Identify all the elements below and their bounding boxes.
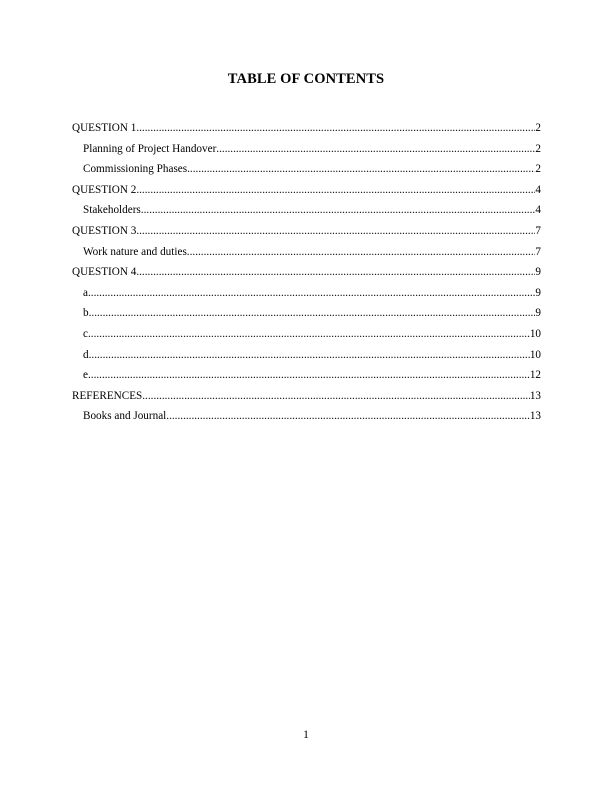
toc-dot-leader bbox=[187, 159, 535, 180]
toc-entry-e[interactable] bbox=[72, 365, 541, 386]
toc-entry-label: a bbox=[83, 286, 88, 299]
toc-entry-label: QUESTION 3 bbox=[72, 224, 137, 237]
toc-entry-label: REFERENCES bbox=[72, 389, 143, 402]
toc-dot-leader bbox=[136, 180, 535, 201]
toc-entry-b[interactable] bbox=[72, 303, 541, 324]
toc-dot-leader bbox=[136, 118, 535, 139]
toc-dot-leader bbox=[136, 262, 535, 283]
toc-entry-books-and-journal[interactable] bbox=[72, 406, 541, 427]
toc-entry-question-1[interactable] bbox=[72, 118, 541, 139]
toc-entry-planning-of-project-handover[interactable] bbox=[72, 139, 541, 160]
toc-entry-label: QUESTION 2 bbox=[72, 183, 137, 196]
toc-entry-label: e bbox=[83, 369, 88, 382]
toc-entry-d[interactable] bbox=[72, 345, 541, 366]
toc-entry-label: QUESTION 4 bbox=[72, 266, 137, 279]
toc-heading: TABLE OF CONTENTS bbox=[227, 71, 385, 87]
toc-entry-question-3[interactable] bbox=[72, 221, 541, 242]
toc-entry-label: QUESTION 1 bbox=[72, 122, 137, 134]
toc-entry-page: 4 bbox=[535, 183, 541, 196]
toc-dot-leader bbox=[142, 386, 530, 407]
table-of-contents bbox=[72, 118, 541, 427]
toc-entry-a[interactable] bbox=[72, 283, 541, 304]
toc-entry-page: 9 bbox=[535, 286, 541, 299]
toc-entry-page: 4 bbox=[535, 204, 541, 217]
toc-entry-page: 2 bbox=[535, 163, 541, 176]
toc-entry-page: 9 bbox=[535, 266, 541, 279]
toc-entry-page: 13 bbox=[529, 389, 541, 402]
toc-entry-label: b bbox=[83, 307, 89, 320]
toc-dot-leader bbox=[141, 200, 536, 221]
toc-entry-page: 10 bbox=[529, 327, 541, 340]
toc-entry-label: Planning of Project Handover bbox=[83, 142, 217, 155]
toc-dot-leader bbox=[187, 242, 536, 263]
toc-dot-leader bbox=[88, 365, 530, 386]
toc-dot-leader bbox=[88, 324, 530, 345]
toc-entry-label: Commissioning Phases bbox=[83, 163, 188, 176]
toc-dot-leader bbox=[89, 345, 530, 366]
toc-entry-stakeholders[interactable] bbox=[72, 200, 541, 221]
toc-entry-work-nature-and-duties[interactable] bbox=[72, 242, 541, 263]
toc-entry-label: c bbox=[83, 327, 88, 340]
toc-entry-page: 2 bbox=[535, 122, 541, 134]
toc-entry-label: Stakeholders bbox=[83, 204, 141, 217]
toc-entry-commissioning-phases[interactable] bbox=[72, 159, 541, 180]
toc-entry-label: Books and Journal bbox=[83, 410, 167, 423]
toc-dot-leader bbox=[136, 221, 535, 242]
toc-entry-page: 10 bbox=[529, 348, 541, 361]
toc-entry-page: 12 bbox=[529, 369, 541, 382]
toc-entry-question-2[interactable] bbox=[72, 180, 541, 201]
toc-dot-leader bbox=[166, 406, 530, 427]
toc-entry-references[interactable] bbox=[72, 386, 541, 407]
toc-entry-page: 9 bbox=[535, 307, 541, 320]
toc-dot-leader bbox=[216, 139, 535, 160]
toc-dot-leader bbox=[89, 303, 536, 324]
page-number: 1 bbox=[303, 729, 309, 741]
toc-entry-page: 2 bbox=[535, 142, 541, 155]
toc-entry-c[interactable] bbox=[72, 324, 541, 345]
toc-entry-page: 7 bbox=[535, 245, 541, 258]
toc-entry-label: d bbox=[83, 348, 89, 361]
toc-dot-leader bbox=[88, 283, 535, 304]
toc-entry-page: 7 bbox=[535, 224, 541, 237]
toc-entry-label: Work nature and duties bbox=[83, 245, 187, 258]
toc-entry-question-4[interactable] bbox=[72, 262, 541, 283]
toc-entry-page: 13 bbox=[529, 410, 541, 423]
